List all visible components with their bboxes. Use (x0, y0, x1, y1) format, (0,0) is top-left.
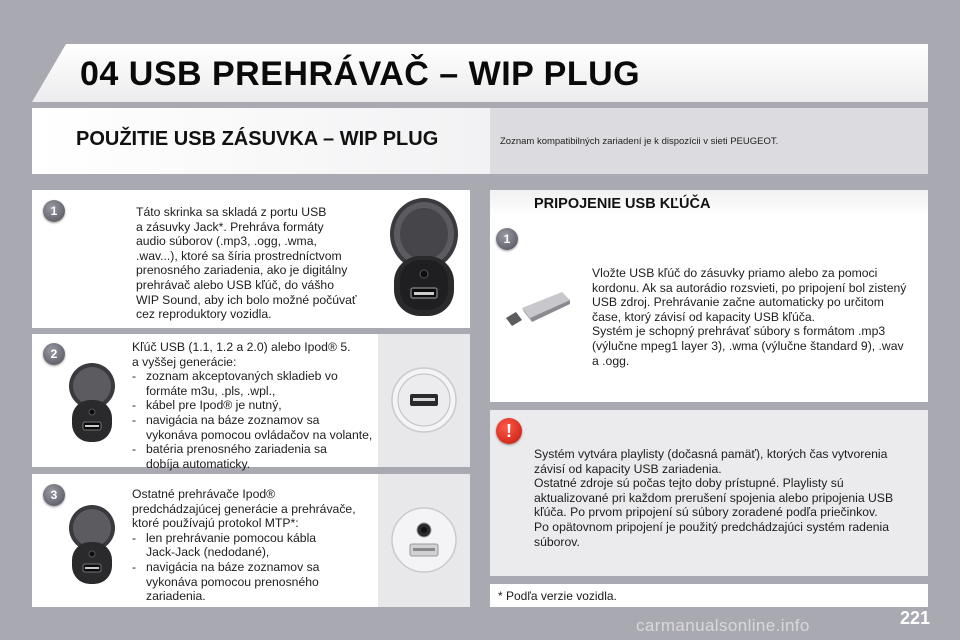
page-title: 04 USB PREHRÁVAČ – WIP PLUG (80, 55, 641, 93)
warning-icon: ! (496, 418, 522, 444)
usb-port-closeup-icon (390, 366, 458, 434)
usb-socket-small-icon (66, 362, 118, 446)
footnote: * Podľa verzie vozidla. (498, 589, 617, 603)
usb-key-icon (504, 290, 574, 332)
jack-socket-small-icon (66, 504, 118, 588)
availability-note: Zoznam kompatibilných zariadení je k dispozícii v sieti PEUGEOT. (500, 136, 779, 147)
page-number: 221 (900, 608, 931, 628)
watermark: carmanualsonline.info (636, 616, 810, 635)
step-2-text: Kľúč USB (1.1, 1.2 a 2.0) alebo Ipod® 5. a vyššej generácie: - zoznam akceptovaných skladieb vo formáte m3u, .pls, .wpl., - kábel pre Ipod® je nutný, - navigácia na báze zoznamov sa vykonáva pomocou ovládačov na volante, - batéria prenosného zariadenia sa dobíja automaticky. (132, 340, 372, 471)
usb-connection-text: Vložte USB kľúč do zásuvky priamo alebo za pomoci kordonu. Ak sa autorádio rozsvieti, po pripojení bol zistený USB zdroj. Prehrávanie začne automaticky po určitom čase, ktorý závisí od kapacity USB kľúča. Systém je schopný prehrávať súbory s formátom .mp3 (výlučne mpeg1 layer 3), .wma (výlučne štandard 9), .wav a .ogg. (592, 266, 907, 368)
usb-socket-open-icon (384, 194, 464, 322)
usb-connection-badge: 1 (496, 228, 518, 250)
step-3-text: Ostatné prehrávače Ipod® predchádzajúcej generácie a prehrávače, ktoré používajú protokol MTP*: - len prehrávanie pomocou kábla Jack-Jack (nedodané), - navigácia na báze zoznamov sa vykonáva pomocou prenosného zariadenia. (132, 487, 356, 604)
warning-text: Systém vytvára playlisty (dočasná pamäť), ktorých čas vytvorenia závisí od kapacity USB zariadenia. Ostatné zdroje sú počas tejto doby prístupné. Playlisty sú aktualizované pri každom prerušení spojenia alebo pripojenia USB kľúča. Po prvom pripojení sú súbory zoradené podľa priečinkov. Po opätovnom pripojení je použitý predchádzajúci systém radenia súborov. (534, 447, 894, 549)
step-3-badge: 3 (43, 484, 65, 506)
step-2-badge: 2 (43, 343, 65, 365)
section-title: POUŽITIE USB ZÁSUVKA – WIP PLUG (76, 128, 439, 150)
step-1-badge: 1 (43, 200, 65, 222)
step-1-text: Táto skrinka sa skladá z portu USB a zásuvky Jack*. Prehráva formáty audio súborov (.mp3, .ogg, .wma, .wav...), ktoré sa šíria prostredníctvom prenosného zariadenia, ako je digitálny prehrávač alebo USB kľúč, do vášho WIP Sound, aby ich bolo možné počúvať cez reproduktory vozidla. (136, 205, 357, 322)
usb-connection-title: PRIPOJENIE USB KĽÚČA (534, 196, 711, 212)
jack-port-closeup-icon (390, 506, 458, 574)
